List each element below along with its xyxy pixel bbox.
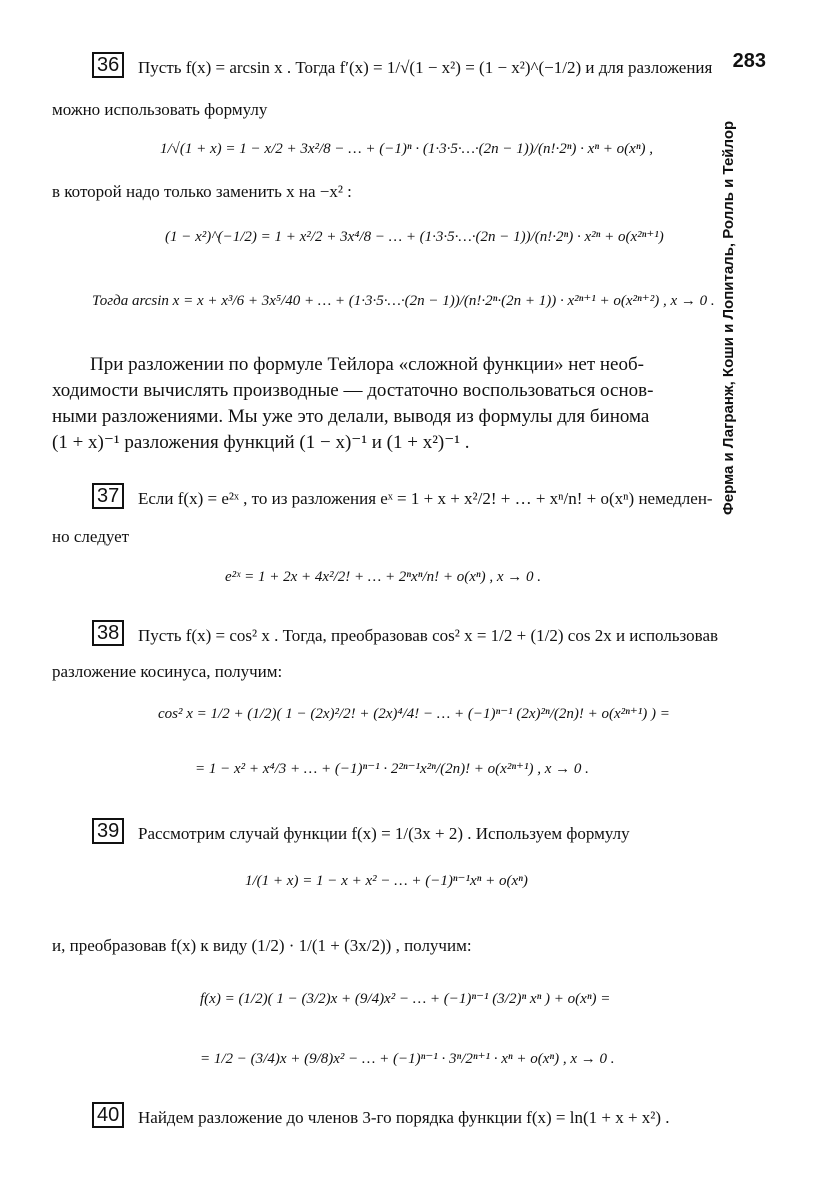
formula-f-expansion: f(x) = (1/2)( 1 − (3/2)x + (9/4)x² − … + (−1)ⁿ⁻¹ (3/2)ⁿ xⁿ ) + o(xⁿ) = xyxy=(200,991,611,1007)
problem-38-line-2: разложение косинуса, получим: xyxy=(52,662,283,681)
problem-39-number: 39 xyxy=(92,818,124,844)
problem-38-line-1: Пусть f(x) = cos² x . Тогда, преобразовав cos² x = 1/2 + (1/2) cos 2x и использовав xyxy=(138,626,719,645)
problem-37-line-2: но следует xyxy=(52,527,130,546)
formula-binomial-substituted: (1 − x²)^(−1/2) = 1 + x²/2 + 3x⁴/8 − … + (1·3·5·…·(2n − 1))/(n!·2ⁿ) · x²ⁿ + o(x²ⁿ⁺¹) xyxy=(165,229,664,245)
page-number: 283 xyxy=(732,50,766,72)
problem-37-number: 37 xyxy=(92,483,124,509)
problem-36-number: 36 xyxy=(92,52,124,78)
paragraph-line-2: ходимости вычислять производные — достаточно воспользоваться основ- xyxy=(52,380,654,401)
formula-cos-squared-result: = 1 − x² + x⁴/3 + … + (−1)ⁿ⁻¹ · 2²ⁿ⁻¹x²ⁿ/(2n)! + o(x²ⁿ⁺¹) , x → 0 . xyxy=(195,761,589,777)
problem-36-middle-text: в которой надо только заменить x на −x² : xyxy=(52,182,352,201)
problem-39-line-1: Рассмотрим случай функции f(x) = 1/(3x + 2) . Используем формулу xyxy=(138,824,630,843)
formula-f-expansion-result: = 1/2 − (3/4)x + (9/8)x² − … + (−1)ⁿ⁻¹ · 3ⁿ/2ⁿ⁺¹ · xⁿ + o(xⁿ) , x → 0 . xyxy=(200,1051,615,1067)
formula-exp-2x: e²ˣ = 1 + 2x + 4x²/2! + … + 2ⁿxⁿ/n! + o(xⁿ) , x → 0 . xyxy=(225,569,541,585)
paragraph-line-4: (1 + x)⁻¹ разложения функций (1 − x)⁻¹ и (1 + x²)⁻¹ . xyxy=(52,432,470,453)
formula-arcsin-expansion: Тогда arcsin x = x + x³/6 + 3x⁵/40 + … + (1·3·5·…·(2n − 1))/(n!·2ⁿ·(2n + 1)) · x²ⁿ⁺¹ + o(x²ⁿ⁺²) , x → 0 . xyxy=(92,293,715,309)
problem-38-number: 38 xyxy=(92,620,124,646)
formula-cos-squared: cos² x = 1/2 + (1/2)( 1 − (2x)²/2! + (2x)⁴/4! − … + (−1)ⁿ⁻¹ (2x)²ⁿ/(2n)! + o(x²ⁿ⁺¹) ) = xyxy=(158,706,670,722)
problem-40-line-1: Найдем разложение до членов 3-го порядка функции f(x) = ln(1 + x + x²) . xyxy=(138,1108,670,1127)
running-header: Ферма и Лагранж, Коши и Лопиталь, Ролль и Тейлор xyxy=(720,120,737,515)
paragraph-line-3: ными разложениями. Мы уже это делали, выводя из формулы для бинома xyxy=(52,406,650,427)
formula-geometric-series: 1/(1 + x) = 1 − x + x² − … + (−1)ⁿ⁻¹xⁿ + o(xⁿ) xyxy=(245,873,528,889)
problem-36-line-1: Пусть f(x) = arcsin x . Тогда f′(x) = 1/√(1 − x²) = (1 − x²)^(−1/2) и для разложения xyxy=(138,58,713,77)
problem-40-number: 40 xyxy=(92,1102,124,1128)
paragraph-line-1: При разложении по формуле Тейлора «сложной функции» нет необ- xyxy=(90,354,644,375)
problem-36-line-2: можно использовать формулу xyxy=(52,100,268,119)
formula-binomial-sqrt: 1/√(1 + x) = 1 − x/2 + 3x²/8 − … + (−1)ⁿ · (1·3·5·…·(2n − 1))/(n!·2ⁿ) · xⁿ + o(xⁿ) , xyxy=(160,141,654,157)
problem-37-line-1: Если f(x) = e²ˣ , то из разложения eˣ = 1 + x + x²/2! + … + xⁿ/n! + o(xⁿ) немедлен- xyxy=(138,489,713,508)
problem-39-line-2: и, преобразовав f(x) к виду (1/2) · 1/(1 + (3x/2)) , получим: xyxy=(52,936,472,955)
